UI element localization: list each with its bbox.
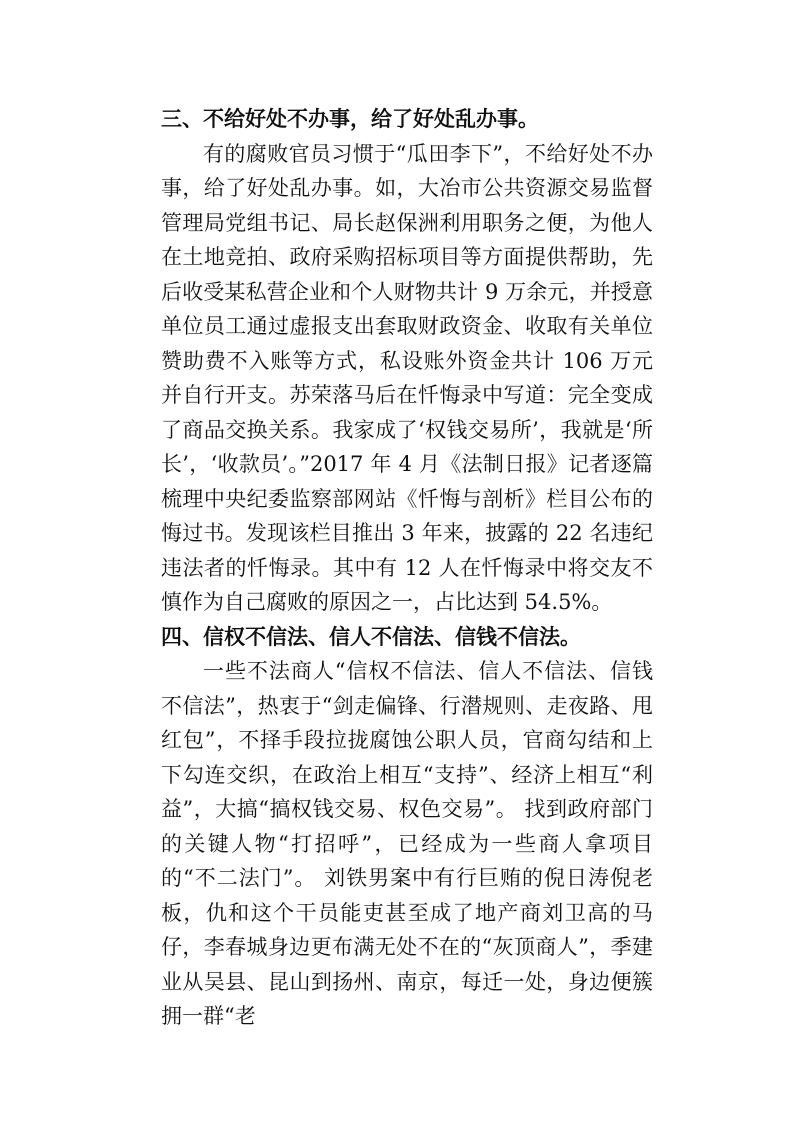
section-4-paragraph: 一些不法商人“信权不信法、信人不信法、信钱不信法”，热衷于“剑走偏锋、行潜规则、走夜路、甩红包”，不择手段拉拢腐蚀公职人员，官商勾结和上下勾连交织，在政治上相互“支持”、经济上相互“利益”，大搞“搞权钱交易、权色交易”。 找到政府部门的关键人物“打招呼”，已经成为一些商人拿项目的“不二法门”。 刘铁男案中有行巨贿的倪日涛倪老板，仇和这个干员能吏甚至成了地产商刘卫高的马仔，李春城身边更布满无处不在的“灰顶商人”，季建业从吴县、昆山到扬州、南京，每迁一处，身边便簇拥一群“老 (161, 659, 653, 1028)
section-4-heading: 四、信权不信法、信人不信法、信钱不信法。 (161, 623, 581, 649)
section-3-paragraph: 有的腐败官员习惯于“瓜田李下”，不给好处不办事，给了好处乱办事。如，大冶市公共资源交易监督管理局党组书记、局长赵保洲利用职务之便，为他人在土地竞拍、政府采购招标项目等方面提供帮助，先后收受某私营企业和个人财物共计 9 万余元，并授意单位员工通过虚报支出套取财政资金、收取有关单位赞助费不入账等方式，私设账外资金共计 106 万元并自行开支。苏荣落马后在忏悔录中写道：完全变成了商品交换关系。我家成了‘权钱交易所’，我就是‘所长’，‘收款员’。”2017 年 4 月《法制日报》记者逐篇梳理中央纪委监察部网站《忏悔与剖析》栏目公布的悔过书。发现该栏目推出 3 年来，披露的 22 名违纪违法者的忏悔录。其中有 12 人在忏悔录中将交友不慎作为自己腐败的原因之一，占比达到 54.5%。 (161, 141, 653, 614)
section-3-heading: 三、不给好处不办事，给了好处乱办事。 (161, 106, 539, 131)
document-body (161, 102, 653, 1034)
